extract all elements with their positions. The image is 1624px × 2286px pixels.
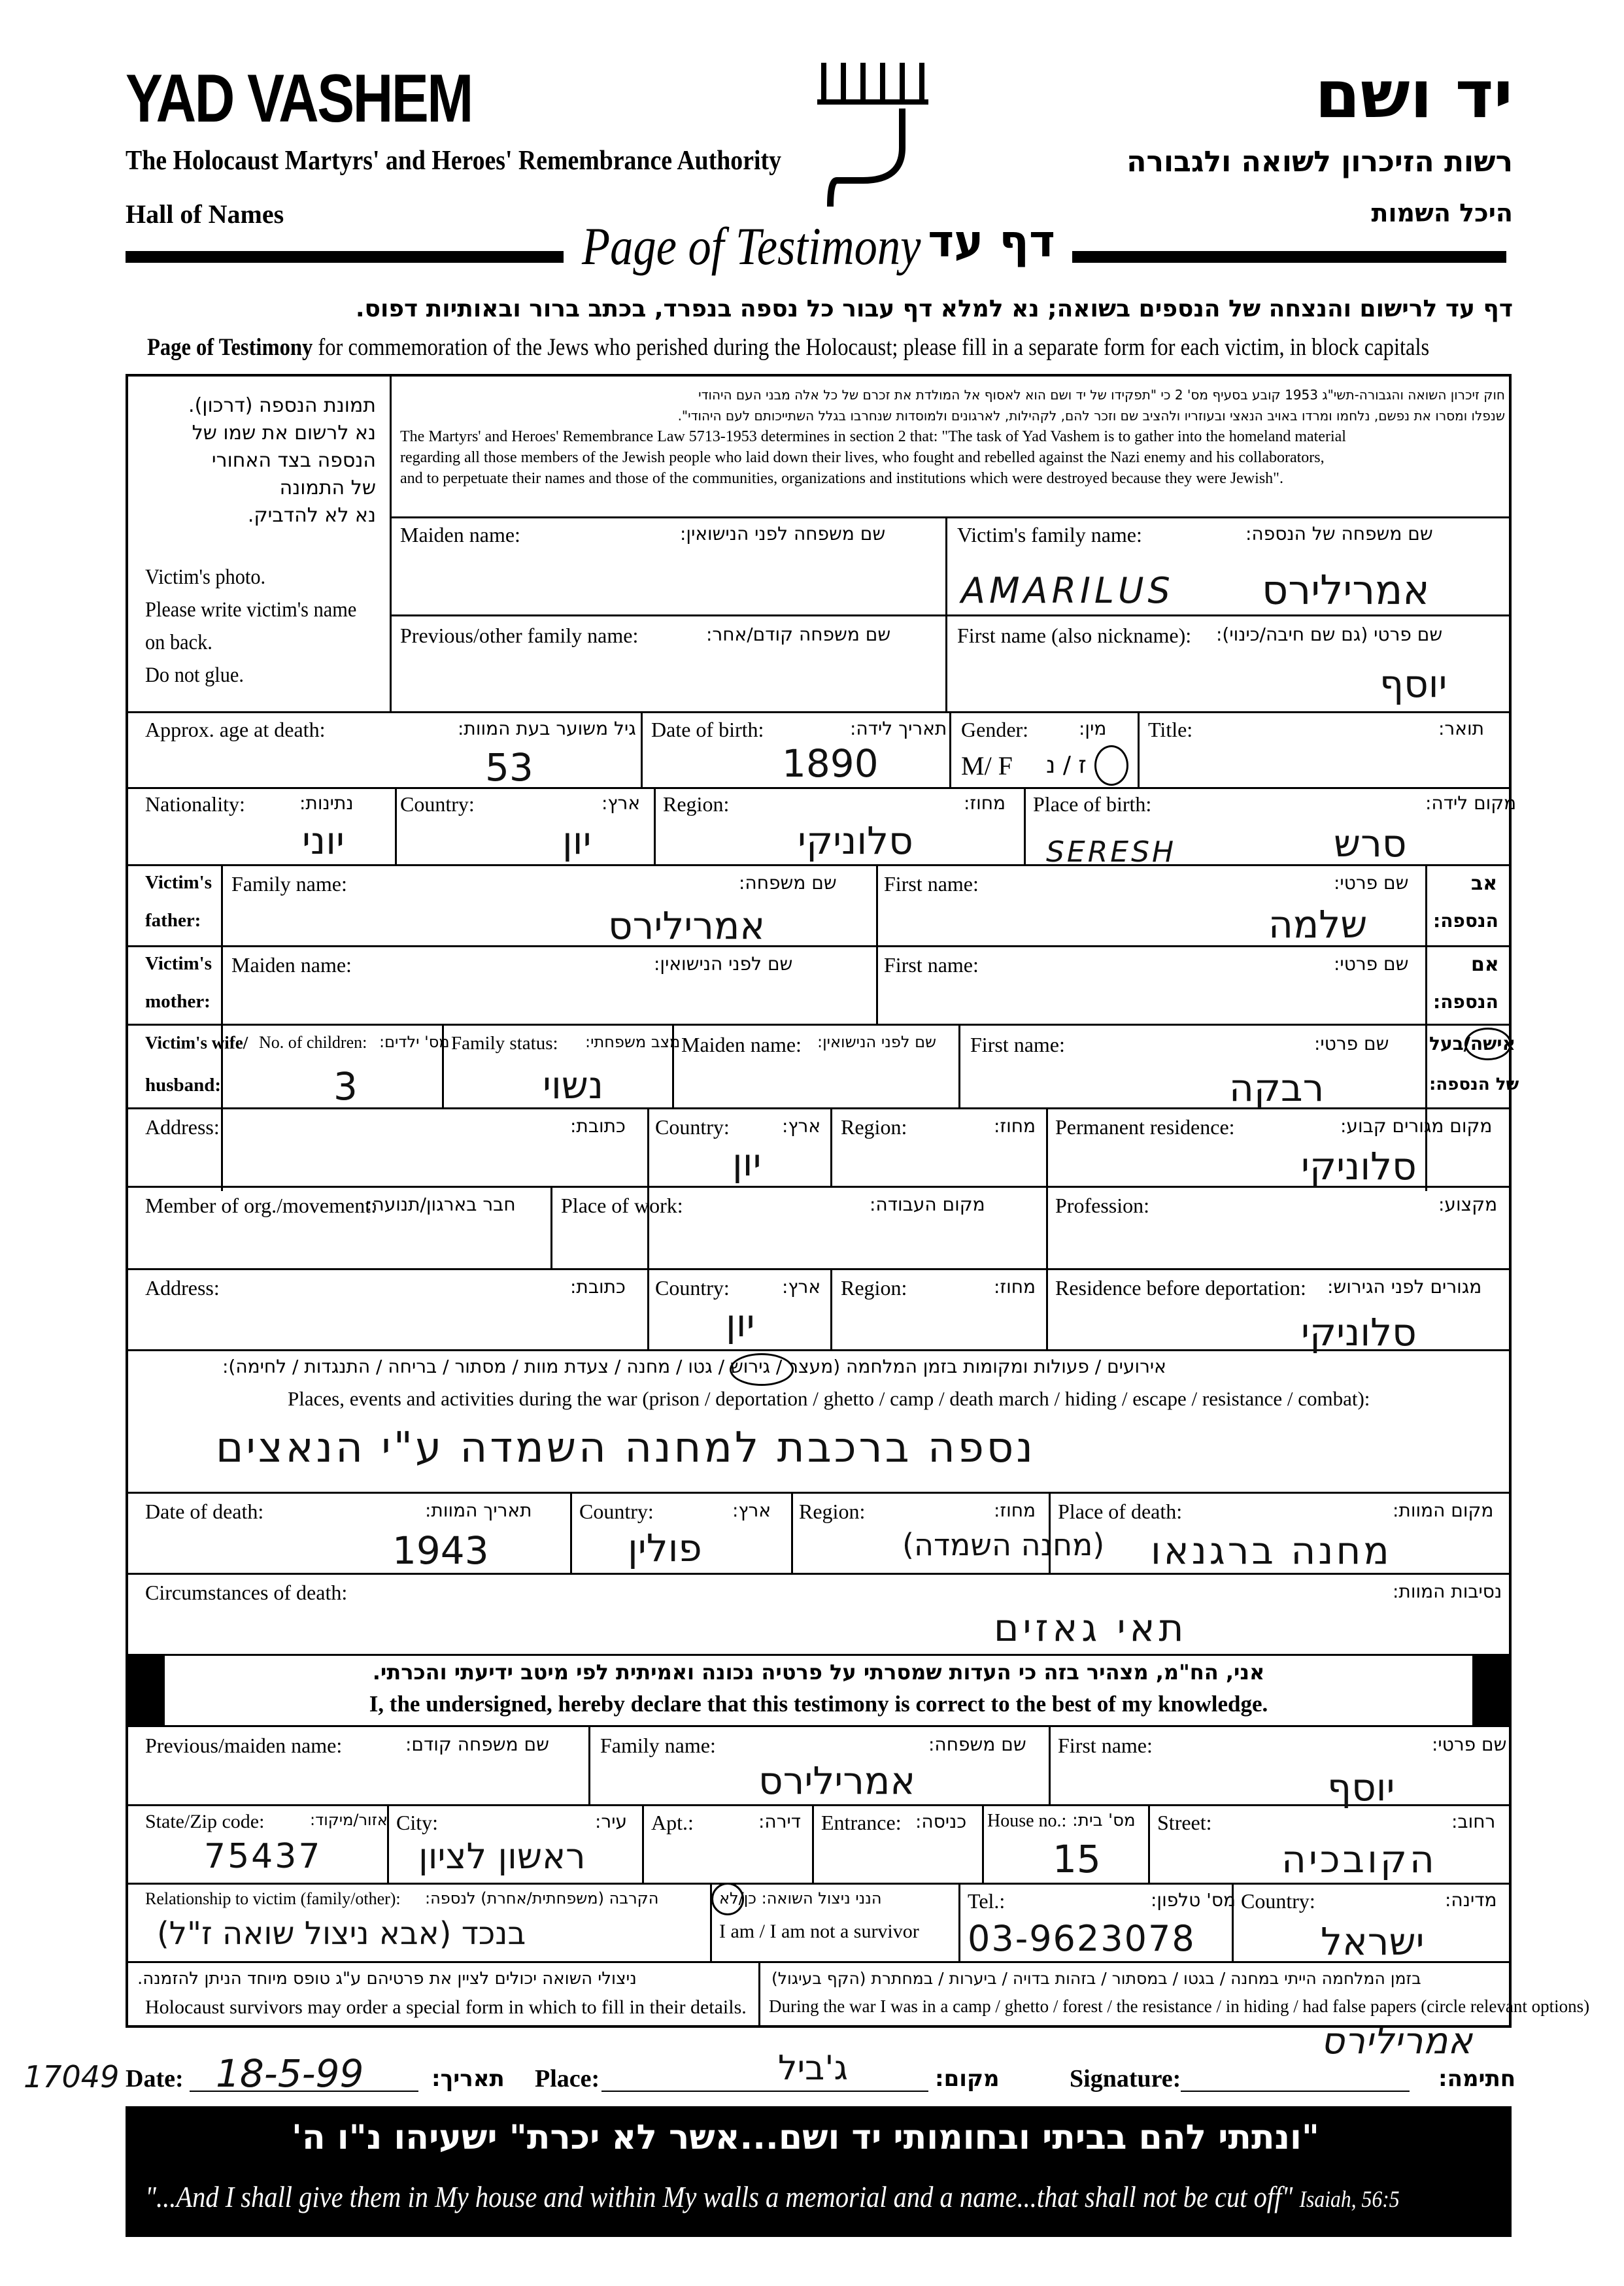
row-death-bottom <box>126 1573 1512 1575</box>
sub-row1-div1 <box>588 1727 590 1804</box>
row-addr1-div3 <box>1046 1107 1048 1268</box>
photo-he-line: נא לרשום את שמו של <box>192 422 376 445</box>
mother-first-label-he: שם פרטי: <box>1334 953 1409 975</box>
circ-label-he: נסיבות המוות: <box>1393 1581 1502 1602</box>
mother-maiden-label: Maiden name: <box>231 953 352 977</box>
photo-en-line: Please write victim's name <box>145 598 357 622</box>
country-value: יון <box>562 818 592 863</box>
row-age-div3 <box>1138 711 1140 787</box>
law-he-1: חוק זיכרון השואה והגבורה-תשי"ג 1953 קובע בסעיף מס' 2 כי "תפקידו של יד ושם הוא לאסוף אל המולדת את זכרם של כל אלה מבני העם היהודי <box>698 387 1505 403</box>
spouse-maiden-label-he: שם לפני הנישואין: <box>817 1033 937 1051</box>
pob-label-he: מקום לידה: <box>1425 792 1517 814</box>
date-value: 18-5-99 <box>216 2051 364 2096</box>
authority-name-en: The Holocaust Martyrs' and Heroes' Remembrance Authority <box>126 146 781 176</box>
father-he-label: אב <box>1471 872 1498 895</box>
region-label: Region: <box>663 792 730 816</box>
relationship-label-he: הקרבה (משפחתית/אחרת) לנספה: <box>425 1889 659 1908</box>
pod-label-he: מקום המוות: <box>1393 1500 1494 1521</box>
family-status-value: נשוי <box>543 1063 604 1107</box>
law-he-2: שנפלו ומסרו את נפשם, נלחמו ומרדו באויב הנאצי ובעוזריו ולהציב שם וזכר להם, לקהילות, לארגונים ולמוסדות שנחרבו בגלל השתייכותם לעם היהודי". <box>677 408 1505 424</box>
city-value: ראשון לציון <box>418 1836 586 1877</box>
sub-first-value: יוסף <box>1327 1765 1395 1809</box>
org-name-he: יד ושם <box>1315 56 1513 133</box>
father-label: father: <box>145 910 201 931</box>
sub-row2-bottom <box>126 1883 1512 1885</box>
spouse-of-victim-he: של הנספה: <box>1429 1075 1519 1094</box>
sub-family-label: Family name: <box>600 1734 716 1757</box>
survivors-note-he: ניצולי השואה יכולים לציין את פרטיהם ע"ג טופס מיוחד הניתן להזמנה. <box>137 1969 637 1989</box>
street-label: Street: <box>1157 1811 1212 1834</box>
dep-residence-label: Residence before deportation: <box>1055 1276 1306 1300</box>
events-label-en: Places, events and activities during the war (prison / deportation / ghetto / camp / death march / hiding / escape / resistance / combat): <box>288 1387 1370 1410</box>
during-war-en: During the war I was in a camp / ghetto / forest / the resistance / in hiding / had false papers (circle relevant options) <box>769 1996 1590 2016</box>
title-label: Title: <box>1148 718 1193 741</box>
dep-residence-label-he: מגורים לפני הגירוש: <box>1327 1276 1482 1298</box>
family-name-label: Victim's family name: <box>957 523 1142 546</box>
photo-en-line: Do not glue. <box>145 664 244 687</box>
title-rule-left <box>126 251 564 263</box>
region-value: סלוניקי <box>798 818 913 863</box>
death-country-label: Country: <box>579 1500 654 1523</box>
family-status-label-he: מצב משפחתי: <box>585 1033 681 1051</box>
father-of-victim-he: הנספה: <box>1433 910 1498 932</box>
perm-res-label-he: מקום מגורים קבוע: <box>1340 1115 1493 1137</box>
intro-en-rest: for commemoration of the Jews who perished during the Holocaust; please fill in a separate form for each victim, in block capitals <box>313 334 1430 361</box>
house-no-label: House no.: <box>987 1811 1067 1831</box>
family-name-latin: AMARILUS <box>961 570 1174 611</box>
events-value: נספה ברכבת למחנה השמדה ע"י הנאצים <box>216 1424 1036 1472</box>
death-region-value: (מחנה השמדה) <box>902 1527 1105 1562</box>
photo-he-line: תמונת הנספה (דרכון). <box>188 394 376 417</box>
org-label-he: חבר בארגון/תנועה: <box>366 1194 516 1215</box>
father-first-label: First name: <box>884 872 979 896</box>
mother-label: mother: <box>145 991 211 1012</box>
law-bottom <box>390 516 1512 518</box>
events-camp-circle <box>730 1353 794 1386</box>
row-father-div3 <box>1425 864 1427 1191</box>
events-label-he: אירועים / פעולות ומקומות בזמן המלחמה (מעצר / גירוש / גטו / מחנה / צעדת מוות / מסתור / בריחה / התנגדות / לחימה): <box>222 1356 1166 1377</box>
address-label: Address: <box>145 1115 220 1139</box>
row-age-div2 <box>949 711 951 787</box>
spouse-circle <box>1464 1028 1512 1060</box>
sub-row2-div2 <box>642 1804 644 1883</box>
org-name-en: YAD VASHEM <box>126 61 472 137</box>
work-label-he: מקום העבודה: <box>870 1194 985 1215</box>
gender-options-he: ז / נ <box>1046 752 1087 779</box>
first-name-label-he: שם פרטי (גם שם חיבה/כינוי): <box>1216 624 1443 645</box>
dod-value: 1943 <box>392 1528 489 1573</box>
nationality-value: יוני <box>302 818 345 863</box>
sub-prev-label-he: שם משפחה קודם: <box>405 1734 549 1755</box>
names-mid <box>945 516 947 711</box>
signature-value: אמרילירס <box>1321 2020 1472 2062</box>
apt-label-he: דירה: <box>758 1811 802 1832</box>
sub-family-label-he: שם משפחה: <box>928 1734 1026 1755</box>
circ-value: תאי גאזים <box>994 1605 1188 1650</box>
survivor-label-en: I am / I am not a survivor <box>719 1921 919 1942</box>
house-no-label-he: מס' בית: <box>1072 1811 1136 1830</box>
margin-number: 17049 <box>24 2059 120 2094</box>
maiden-name-label: Maiden name: <box>400 523 520 546</box>
addr-country-value: יון <box>732 1140 762 1185</box>
hall-of-names-he: היכל השמות <box>1371 199 1513 227</box>
footer-quote-he: "ונתתי להם בביתי ובחומותי יד ושם...אשר לא יכרת" ישעיהו נ"ו ה' <box>292 2118 1319 2157</box>
sub-prev-label: Previous/maiden name: <box>145 1734 343 1757</box>
gender-circle <box>1094 745 1128 786</box>
declaration-en: I, the undersigned, hereby declare that this testimony is correct to the best of my knowledge. <box>369 1691 1268 1717</box>
signature-label: Signature: <box>1070 2065 1181 2093</box>
photo-instructions-en <box>145 561 356 692</box>
place-line <box>601 2091 928 2092</box>
gender-label-he: מין: <box>1079 718 1107 739</box>
mother-he-label: אם <box>1471 953 1499 976</box>
declaration-band <box>126 1654 1512 1727</box>
row-father-div1 <box>221 864 223 1191</box>
sub-row1-div2 <box>1049 1727 1051 1804</box>
yad-vashem-logo <box>811 56 935 213</box>
dep-country-label: Country: <box>655 1276 730 1300</box>
mother-maiden-label-he: שם לפני הנישואין: <box>654 953 793 975</box>
zip-value: 75437 <box>204 1837 322 1876</box>
dep-region-label: Region: <box>841 1276 907 1300</box>
hall-of-names-en: Hall of Names <box>126 199 284 229</box>
dep-address-label-he: כתובת: <box>570 1276 626 1298</box>
tel-label-he: מס' טלפון: <box>1151 1889 1236 1911</box>
father-first-value: שלמה <box>1268 902 1368 947</box>
region-label-he: מחוז: <box>964 792 1006 814</box>
family-name-label-he: שם משפחה של הנספה: <box>1245 523 1433 545</box>
pod-label: Place of death: <box>1058 1500 1183 1523</box>
address-label-he: כתובת: <box>570 1115 626 1137</box>
spouse-first-label-he: שם פרטי: <box>1314 1033 1389 1054</box>
dod-label-he: תאריך המוות: <box>425 1500 532 1521</box>
sub-row4-div1 <box>758 1961 760 2028</box>
relationship-value: בנכד (אבא ניצול שואה ז"ל) <box>157 1915 526 1952</box>
age-label-he: גיל משוער בעת המוות: <box>458 718 636 739</box>
survivors-note-en: Holocaust survivors may order a special form in which to fill in their details. <box>145 1996 747 2018</box>
dob-label-he: תאריך לידה: <box>850 718 947 739</box>
spouse-he-label: אישה/בעל <box>1429 1033 1515 1054</box>
entrance-label: Entrance: <box>821 1811 902 1834</box>
pob-he: סרש <box>1334 821 1407 866</box>
law-text <box>400 384 1505 489</box>
dep-region-label-he: מחוז: <box>994 1276 1036 1298</box>
row-nat-div1 <box>395 787 397 864</box>
sub-country-value: ישראל <box>1321 1919 1425 1964</box>
law-en-3: and to perpetuate their names and those of the communities, organizations and institutions which were destroyed because they were Jewish". <box>400 470 1283 487</box>
sub-row1-bottom <box>126 1804 1512 1806</box>
dob-label: Date of birth: <box>651 718 764 741</box>
during-war-he: בזמן המלחמה הייתי במחנה / בגטו / במסתור / בזהות בדויה / ביערות / במחתרת (הקף בעיגול) <box>771 1969 1421 1988</box>
mother-victims-label: Victim's <box>145 953 212 974</box>
survivor-label-he: הנני ניצול השואה: כן/לא <box>719 1889 882 1908</box>
death-region-label-he: מחוז: <box>994 1500 1036 1521</box>
dep-residence-value: סלוניקי <box>1301 1310 1417 1354</box>
photo-en-line: Victim's photo. <box>145 565 266 589</box>
names-row-line <box>390 614 1512 616</box>
survivor-no-circle <box>711 1883 744 1915</box>
dep-country-label-he: ארץ: <box>782 1276 821 1298</box>
declaration-he: אני, הח"מ, מצהיר בזה כי העדות שמסרתי על פרטיה נכונה ואמיתית לפי מיטב ידיעתי והכרתי. <box>372 1660 1265 1685</box>
family-status-label: Family status: <box>451 1033 558 1054</box>
title-rule-right <box>1072 251 1506 263</box>
row-dep-div1 <box>647 1268 649 1349</box>
sec1-bottom <box>126 711 1512 713</box>
intro-he: דף עד לרישום והנצחה של הנספים בשואה; נא למלא דף עבור כל נספה בנפרד, בכתב ברור ובאותיות דפוס. <box>355 295 1513 322</box>
row-addr1-div2 <box>830 1107 832 1186</box>
row-death-div2 <box>791 1492 793 1573</box>
spouse-husband-label: husband: <box>145 1075 222 1096</box>
sub-first-label-he: שם פרטי: <box>1432 1734 1507 1755</box>
row-org-div1 <box>550 1186 552 1268</box>
house-no-value: 15 <box>1053 1837 1101 1881</box>
sub-row2-div4 <box>982 1804 984 1883</box>
place-label: Place: <box>535 2065 600 2093</box>
maiden-name-label-he: שם משפחה לפני הנישואין: <box>680 523 886 545</box>
addr-region-label-he: מחוז: <box>994 1115 1036 1137</box>
spouse-maiden-label: Maiden name: <box>681 1033 802 1056</box>
street-value: הקובכיה <box>1281 1837 1437 1881</box>
footer-quote-en <box>145 2179 1400 2214</box>
spouse-first-label: First name: <box>970 1033 1065 1056</box>
age-label: Approx. age at death: <box>145 718 326 741</box>
city-label: City: <box>396 1811 439 1834</box>
mother-of-victim-he: הנספה: <box>1433 991 1498 1013</box>
tel-label: Tel.: <box>968 1889 1006 1913</box>
spouse-first-value: רבקה <box>1229 1066 1325 1110</box>
page-title-he: דף עד <box>928 216 1055 267</box>
circ-label: Circumstances of death: <box>145 1581 348 1604</box>
addr-country-label-he: ארץ: <box>782 1115 821 1137</box>
father-victims-label: Victim's <box>145 872 212 893</box>
place-value: ג'ביל <box>778 2049 848 2088</box>
signature-label-he: חתימה: <box>1438 2066 1516 2092</box>
photo-he-line: הנספה בצד האחורי <box>211 449 376 472</box>
sub-country-label: Country: <box>1241 1889 1315 1913</box>
law-en-1: The Martyrs' and Heroes' Remembrance Law 5713-1953 determines in section 2 that: "The task of Yad Vashem is to gather into the homeland material <box>400 428 1346 445</box>
family-name-he-value: אמרילירס <box>1262 566 1430 614</box>
place-label-he: מקום: <box>935 2066 1000 2092</box>
nationality-label-he: נתינות: <box>299 792 354 814</box>
first-name-label: First name (also nickname): <box>957 624 1192 647</box>
sub-country-label-he: מדינה: <box>1445 1889 1497 1911</box>
children-label: No. of children: <box>259 1033 367 1052</box>
city-label-he: עיר: <box>595 1811 628 1832</box>
zip-label-he: אזור/מיקוד: <box>310 1811 388 1829</box>
death-region-label: Region: <box>799 1500 866 1523</box>
row-addr1-div1 <box>647 1107 649 1268</box>
row-events-bottom <box>126 1492 1512 1494</box>
title-label-he: תואר: <box>1438 718 1484 739</box>
addr-country-label: Country: <box>655 1115 730 1139</box>
row-nat-bottom <box>126 864 1512 866</box>
profession-label: Profession: <box>1055 1194 1149 1217</box>
perm-res-value: סלוניקי <box>1301 1144 1417 1188</box>
zip-label: State/Zip code: <box>145 1811 265 1832</box>
work-label: Place of work: <box>561 1194 683 1217</box>
footer-band <box>126 2106 1512 2237</box>
photo-he-line: נא לא להדביק. <box>247 504 376 527</box>
sub-row3-div2 <box>958 1883 960 1961</box>
gender-label: Gender: <box>961 718 1029 741</box>
intro-en-bold: Page of Testimony <box>147 334 313 361</box>
first-name-value: יוסף <box>1379 662 1447 706</box>
relationship-label: Relationship to victim (family/other): <box>145 1889 401 1908</box>
authority-name-he: רשות הזיכרון לשואה ולגבורה <box>1126 145 1513 178</box>
father-family-label: Family name: <box>231 872 347 896</box>
children-value: 3 <box>333 1064 358 1109</box>
dep-address-label: Address: <box>145 1276 220 1300</box>
age-value: 53 <box>485 745 533 790</box>
spouse-wife-label: Victim's wife/ <box>145 1033 248 1052</box>
photo-divider <box>390 374 392 711</box>
row-mother-bottom <box>126 1024 1512 1026</box>
pob-label: Place of birth: <box>1033 792 1152 816</box>
gender-options: M/ F <box>961 751 1013 781</box>
addr-region-label: Region: <box>841 1115 907 1139</box>
intro-en <box>147 333 1429 361</box>
law-en-2: regarding all those members of the Jewish people who laid down their lives, who fought and rebelled against the Nazi enemy and his collaborators, <box>400 449 1325 466</box>
row-age-bottom <box>126 787 1512 789</box>
nationality-label: Nationality: <box>145 792 245 816</box>
perm-res-label: Permanent residence: <box>1055 1115 1235 1139</box>
photo-en-line: on back. <box>145 631 212 654</box>
row-father-div2 <box>876 864 878 1024</box>
dep-country-value: יון <box>726 1301 755 1345</box>
father-first-label-he: שם פרטי: <box>1334 872 1409 894</box>
sub-row2-div5 <box>1148 1804 1150 1883</box>
date-label: Date: <box>126 2065 184 2093</box>
country-label-he: ארץ: <box>601 792 641 814</box>
pod-value: מחנה ברגנאו <box>1151 1528 1392 1573</box>
street-label-he: רחוב: <box>1451 1811 1496 1832</box>
photo-instructions-he <box>134 392 376 529</box>
death-country-label-he: ארץ: <box>732 1500 771 1521</box>
row-nat-div2 <box>654 787 656 864</box>
sub-row3-bottom <box>126 1961 1512 1963</box>
entrance-label-he: כניסה: <box>915 1811 967 1832</box>
dob-value: 1890 <box>782 741 879 786</box>
row-org-bottom <box>126 1268 1512 1270</box>
row-dep-div2 <box>830 1268 832 1349</box>
children-label-he: מס' ילדים: <box>379 1033 450 1051</box>
sub-row2-div3 <box>812 1804 814 1883</box>
sub-family-value: אמרילירס <box>758 1758 916 1803</box>
row-spouse-div3 <box>958 1024 960 1107</box>
row-death-div1 <box>570 1492 572 1573</box>
row-nat-div3 <box>1024 787 1026 864</box>
footer-ref: Isaiah, 56:5 <box>1299 2186 1400 2212</box>
prev-name-label: Previous/other family name: <box>400 624 639 647</box>
dod-label: Date of death: <box>145 1500 264 1523</box>
row-age-div1 <box>641 711 643 787</box>
signature-line <box>1181 2091 1410 2092</box>
apt-label: Apt.: <box>651 1811 694 1834</box>
father-family-label-he: שם משפחה: <box>739 872 837 894</box>
date-label-he: תאריך: <box>431 2066 505 2092</box>
pob-latin: SERESH <box>1046 835 1177 869</box>
sub-first-label: First name: <box>1058 1734 1153 1757</box>
photo-he-line: של התמונה <box>279 477 376 499</box>
footer-quote-en-text: "...And I shall give them in My house and within My walls a memorial and a name...that shall not be cut off" <box>145 2180 1293 2213</box>
father-family-value: אמרילירס <box>608 903 766 948</box>
tel-value: 03-9623078 <box>968 1918 1196 1959</box>
death-country-value: פולין <box>628 1526 702 1570</box>
page-title-en: Page of Testimony <box>582 216 921 276</box>
country-label: Country: <box>400 792 475 816</box>
row-dep-div3 <box>1046 1268 1048 1349</box>
mother-first-label: First name: <box>884 953 979 977</box>
prev-name-label-he: שם משפחה קודם/אחר: <box>706 624 891 645</box>
profession-label-he: מקצוע: <box>1438 1194 1498 1215</box>
org-label: Member of org./movement: <box>145 1194 377 1217</box>
